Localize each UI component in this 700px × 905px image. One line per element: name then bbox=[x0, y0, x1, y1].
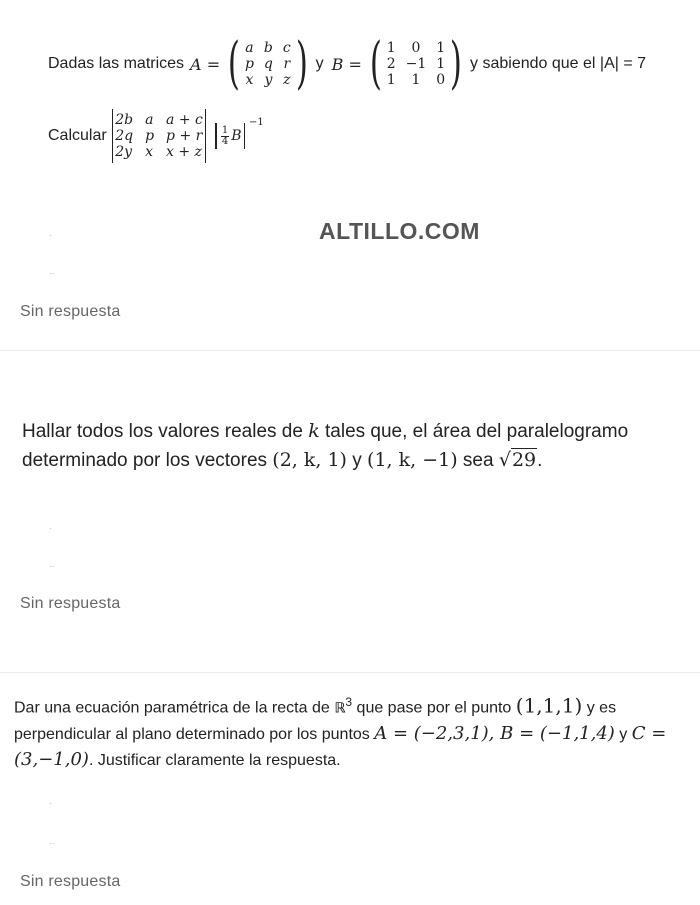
q1-tail: y sabiendo que el |A| = 7 bbox=[470, 55, 647, 72]
placeholder-dot: · bbox=[49, 231, 52, 240]
q1-intro: Dadas las matrices bbox=[48, 55, 185, 72]
matrix-a: ( a b c p q r x y z ) bbox=[228, 31, 308, 96]
matrix-a-cell: y bbox=[264, 72, 273, 88]
q3-text-d: y bbox=[614, 726, 632, 744]
q2-vector-2: (1, k, −1) bbox=[367, 449, 458, 471]
q2-text-d: sea bbox=[457, 450, 499, 471]
answer-status: Sin respuesta bbox=[20, 873, 121, 890]
q2-text-a: Hallar todos los valores reales de bbox=[22, 421, 309, 442]
matrix-b-cell: −1 bbox=[405, 56, 427, 72]
q2-sqrt-arg: 29 bbox=[511, 449, 537, 471]
frac-numerator: 1 bbox=[221, 124, 229, 136]
q3-text-b: que pase por el punto bbox=[352, 699, 516, 717]
inverse-det-expression bbox=[213, 116, 264, 149]
q3-real-space: ℝ bbox=[334, 700, 346, 717]
matrix-a-cell: b bbox=[263, 40, 273, 56]
matrix-a-cell: q bbox=[263, 56, 273, 72]
matrix-b-cell: 1 bbox=[386, 40, 396, 56]
matrix-b-cell: 0 bbox=[436, 72, 446, 88]
matrix-a-cell: r bbox=[283, 56, 291, 72]
q3-text-e: . Justificar claramente la respuesta. bbox=[88, 752, 341, 770]
placeholder-dot: · bbox=[49, 799, 52, 808]
frac-denominator: 4 bbox=[221, 135, 229, 147]
question-2-text bbox=[22, 417, 692, 475]
q2-text-c: y bbox=[346, 450, 368, 471]
placeholder-dot: · bbox=[49, 524, 52, 533]
matrix-a-cell: c bbox=[282, 40, 291, 56]
matrix-b-cell: 2 bbox=[386, 56, 396, 72]
q3-real-exp: 3 bbox=[345, 695, 353, 709]
determinant-cell: p bbox=[145, 128, 155, 144]
matrix-b: ( 1 0 1 2 −1 1 1 1 0 ) bbox=[369, 31, 463, 96]
q1-calcular: Calcular bbox=[48, 127, 107, 144]
watermark: ALTILLO.COM bbox=[319, 218, 480, 244]
matrix-a-label: A = bbox=[190, 54, 221, 74]
exponent: −1 bbox=[249, 116, 264, 128]
placeholder-dots: ·· bbox=[49, 562, 55, 571]
matrix-b-cell: 1 bbox=[411, 72, 421, 88]
question-divider bbox=[0, 672, 700, 673]
determinant-cell: 2y bbox=[115, 144, 133, 160]
determinant-cell: a + c bbox=[166, 112, 203, 128]
q3-text-a: Dar una ecuación paramétrica de la recta de bbox=[14, 699, 335, 717]
determinant-expression bbox=[110, 109, 209, 163]
determinant-cell: p + r bbox=[166, 128, 203, 144]
q3-point: (1,1,1) bbox=[515, 693, 583, 718]
q2-sqrt: √29 bbox=[498, 449, 537, 471]
q2-text-b: tales que, el área del paralelogramo determinado por los vectores bbox=[22, 421, 629, 471]
matrix-a-cell: a bbox=[245, 40, 254, 56]
determinant-cell: x + z bbox=[166, 144, 202, 160]
determinant-cell: 2b bbox=[115, 112, 134, 128]
matrix-b-label: B = bbox=[331, 54, 362, 74]
matrix-b-cell: 0 bbox=[411, 40, 421, 56]
q2-text-e: . bbox=[537, 450, 543, 471]
q3-point-c: C = (3,−1,0) bbox=[14, 723, 667, 771]
frac-variable: B bbox=[231, 128, 242, 144]
placeholder-dots: ·· bbox=[49, 839, 55, 848]
matrix-a-cell: x bbox=[245, 72, 254, 88]
answer-status: Sin respuesta bbox=[20, 303, 121, 320]
q2-k: k bbox=[308, 420, 320, 442]
q1-and: y bbox=[315, 55, 324, 72]
matrix-b-cell: 1 bbox=[436, 40, 446, 56]
answer-status: Sin respuesta bbox=[20, 595, 121, 612]
q1-line-1 bbox=[48, 31, 647, 96]
q3-points-ab: A = (−2,3,1), B = (−1,1,4) bbox=[374, 723, 615, 745]
determinant-cell: x bbox=[145, 144, 153, 160]
matrix-b-cell: 1 bbox=[386, 72, 396, 88]
q2-vector-1: (2, k, 1) bbox=[272, 449, 347, 471]
q3-text-c: y es perpendicular al plano determinado por los puntos bbox=[14, 699, 617, 744]
determinant-cell: 2q bbox=[115, 128, 134, 144]
placeholder-dots: ·· bbox=[49, 269, 55, 278]
question-3-text bbox=[14, 690, 694, 773]
matrix-a-cell: z bbox=[283, 72, 291, 88]
question-divider bbox=[0, 350, 700, 351]
q1-line-2 bbox=[48, 109, 267, 163]
determinant-cell: a bbox=[145, 112, 154, 128]
matrix-a-cell: p bbox=[244, 56, 254, 72]
matrix-b-cell: 1 bbox=[436, 56, 446, 72]
